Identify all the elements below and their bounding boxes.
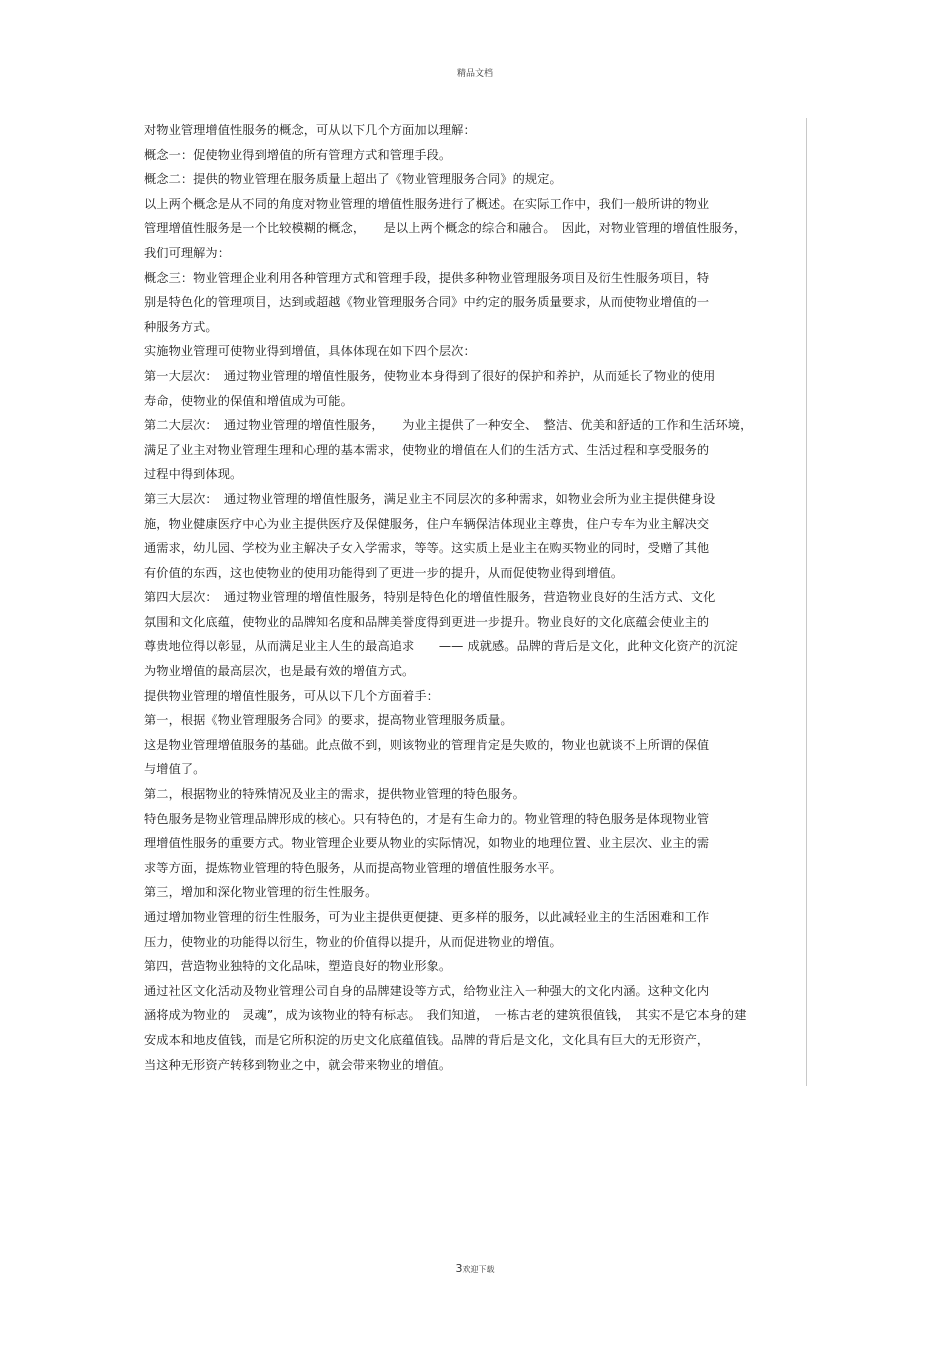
text-line: 概念二：提供的物业管理在服务质量上超出了《物业管理服务合同》的规定。 — [144, 172, 562, 187]
text-line: 这是物业管理增值服务的基础。此点做不到，则该物业的管理肯定是失败的，物业也就谈不上所谓的保值 — [144, 737, 710, 752]
text-line: 通需求，幼儿园、学校为业主解决子女入学需求，等等。这实质上是业主在购买物业的同时，受赠了其他 — [144, 541, 710, 556]
text-line: 别是特色化的管理项目，达到或超越《物业管理服务合同》中约定的服务质量要求，从而使物业增值的一 — [144, 295, 710, 310]
text-line: 涵将成为物业的 灵魂”，成为该物业的特有标志。 我们知道， 一栋古老的建筑很值钱， 其实不是它本身的建 — [144, 1008, 747, 1023]
text-line: 第三，增加和深化物业管理的衍生性服务。 — [144, 885, 378, 900]
text-line: 理增值性服务的重要方式。物业管理企业要从物业的实际情况，如物业的地理位置、业主层次、业主的需 — [144, 836, 710, 851]
text-line: 提供物业管理的增值性服务，可从以下几个方面着手： — [144, 688, 439, 703]
text-line: 寿命，使物业的保值和增值成为可能。 — [144, 393, 353, 408]
text-line: 过程中得到体现。 — [144, 467, 243, 482]
text-line: 对物业管理增值性服务的概念，可从以下几个方面加以理解： — [144, 123, 476, 137]
text-line: 第二，根据物业的特殊情况及业主的需求，提供物业管理的特色服务。 — [144, 787, 525, 802]
text-line: 管理增值性服务是一个比较模糊的概念， 是以上两个概念的综合和融合。 因此，对物业管理的增值性服务， — [144, 221, 747, 236]
text-line: 第二大层次： 通过物业管理的增值性服务， 为业主提供了一种安全、 整洁、优美和舒适的工作和生活环境， — [144, 418, 753, 433]
footer-text: 欢迎下载 — [462, 1265, 495, 1274]
text-line: 有价值的东西，这也使物业的使用功能得到了更进一步的提升，从而促使物业得到增值。 — [144, 565, 624, 580]
text-line: 实施物业管理可使物业得到增值，具体体现在如下四个层次： — [144, 344, 476, 359]
margin-rule — [806, 118, 807, 1086]
text-line: 种服务方式。 — [144, 319, 218, 334]
text-line: 尊贵地位得以彰显，从而满足业主人生的最高追求 —— 成就感。品牌的背后是文化，此种文化资产的沉淀 — [144, 639, 738, 654]
text-line: 当这种无形资产转移到物业之中，就会带来物业的增值。 — [144, 1057, 452, 1072]
text-line: 第三大层次： 通过物业管理的增值性服务，满足业主不同层次的多种需求，如物业会所为业主提供健身设 — [144, 491, 716, 506]
text-line: 压力，使物业的功能得以衍生，物业的价值得以提升，从而促进物业的增值。 — [144, 934, 562, 949]
text-line: 通过增加物业管理的衍生性服务，可为业主提供更便捷、更多样的服务，以此减轻业主的生活困难和工作 — [144, 910, 710, 924]
page-number: 3 — [455, 1262, 463, 1275]
text-line: 第一，根据《物业管理服务合同》的要求，提高物业管理服务质量。 — [144, 713, 513, 728]
page-footer — [0, 1262, 950, 1275]
text-line: 概念三：物业管理企业利用各种管理方式和管理手段，提供多种物业管理服务项目及衍生性服务项目，特 — [144, 270, 710, 285]
text-line: 通过社区文化活动及物业管理公司自身的品牌建设等方式，给物业注入一种强大的文化内涵。这种文化内 — [144, 983, 710, 998]
document-body — [144, 118, 806, 1086]
text-line: 氛围和文化底蕴，使物业的品牌知名度和品牌美誉度得到更进一步提升。物业良好的文化底蕴会使业主的 — [144, 614, 710, 629]
text-line: 为物业增值的最高层次，也是最有效的增值方式。 — [144, 664, 415, 679]
text-line: 施，物业健康医疗中心为业主提供医疗及保健服务，住户车辆保洁体现业主尊贵，住户专车为业主解决交 — [144, 516, 710, 531]
text-line: 特色服务是物业管理品牌形成的核心。只有特色的，才是有生命力的。物业管理的特色服务是体现物业管 — [144, 811, 710, 826]
text-line: 与增值了。 — [144, 762, 206, 777]
text-line: 第一大层次： 通过物业管理的增值性服务，使物业本身得到了很好的保护和养护，从而延长了物业的使用 — [144, 368, 716, 383]
page-header: 精品文档 — [456, 69, 493, 79]
text-line: 满足了业主对物业管理生理和心理的基本需求，使物业的增值在人们的生活方式、生活过程和享受服务的 — [144, 442, 710, 457]
text-line: 求等方面，提炼物业管理的特色服务，从而提高物业管理的增值性服务水平。 — [144, 860, 562, 875]
text-line: 以上两个概念是从不同的角度对物业管理的增值性服务进行了概述。在实际工作中，我们一般所讲的物业 — [144, 196, 710, 211]
text-line: 第四，营造物业独特的文化品味，塑造良好的物业形象。 — [144, 959, 452, 974]
text-line: 安成本和地皮值钱，而是它所积淀的历史文化底蕴值钱。品牌的背后是文化，文化具有巨大的无形资产， — [144, 1032, 710, 1047]
text-line: 我们可理解为： — [144, 245, 231, 260]
text-line: 第四大层次： 通过物业管理的增值性服务，特别是特色化的增值性服务，营造物业良好的生活方式、文化 — [144, 590, 716, 605]
text-line: 概念一：促使物业得到增值的所有管理方式和管理手段。 — [144, 147, 452, 162]
